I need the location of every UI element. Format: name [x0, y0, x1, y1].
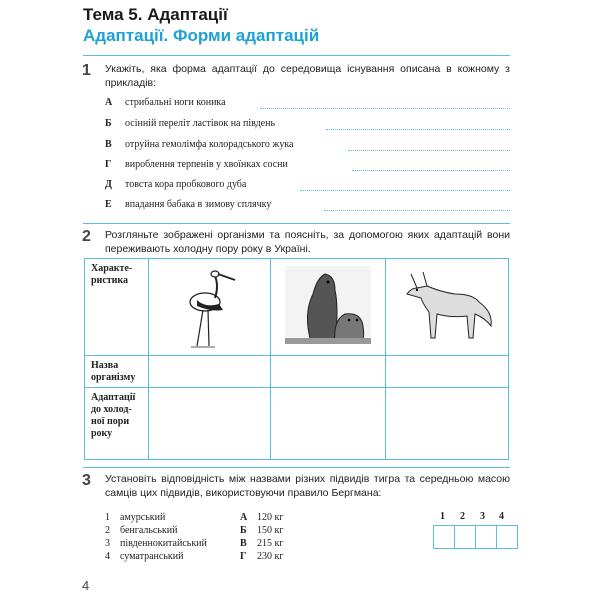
divider — [83, 55, 510, 56]
answer-col-number: 3 — [480, 511, 485, 522]
answer-line[interactable] — [300, 190, 510, 191]
option-text: осінній переліт ластівок на південь — [125, 118, 276, 129]
option-letter: В — [105, 139, 112, 150]
option-a — [105, 97, 226, 111]
answer-cell[interactable] — [434, 526, 455, 549]
answer-line[interactable] — [324, 210, 510, 211]
subspecies-num: 3 — [105, 538, 110, 549]
task-text: Установіть відповідність між назвами різних підвидів тигра та середньою масою самців цих підвидів, використовуючи правило Бергмана: — [105, 473, 510, 499]
answer-cell[interactable] — [455, 526, 476, 549]
name-cell[interactable] — [271, 356, 386, 388]
divider — [83, 467, 510, 468]
answer-cell[interactable] — [476, 526, 497, 549]
answer-cell[interactable] — [497, 526, 518, 549]
subspecies-num: 1 — [105, 512, 110, 523]
page-title: Адаптації. Форми адаптацій — [83, 26, 320, 45]
fox-icon — [397, 264, 497, 346]
adaptation-cell[interactable] — [271, 388, 386, 460]
name-cell[interactable] — [149, 356, 271, 388]
option-text: вироблення терпенів у хвоїнках сосни — [125, 159, 288, 170]
option-letter: Е — [105, 199, 112, 210]
option-letter: А — [105, 97, 113, 108]
page-number: 4 — [82, 578, 90, 593]
subspecies-name: південнокитайський — [120, 538, 207, 549]
stork-image — [149, 259, 271, 356]
answer-col-number: 4 — [499, 511, 504, 522]
option-b — [105, 118, 275, 132]
option-c — [105, 139, 293, 153]
row-label-name: Назва організму — [85, 356, 149, 388]
mass-value: 150 кг — [257, 525, 284, 536]
answer-col-number: 1 — [440, 511, 445, 522]
subspecies-name: амурський — [120, 512, 166, 523]
mass-value: 230 кг — [257, 551, 284, 562]
answer-col-number: 2 — [460, 511, 465, 522]
mass-value: 215 кг — [257, 538, 284, 549]
answer-grid — [433, 525, 518, 549]
subspecies-name: бенгальський — [120, 525, 178, 536]
organisms-table — [84, 258, 509, 460]
marmots-image — [271, 259, 386, 356]
adaptation-cell[interactable] — [386, 388, 509, 460]
mass-letter: Г — [240, 551, 247, 562]
answer-line[interactable] — [348, 150, 510, 151]
mass-letter: В — [240, 538, 247, 549]
subspecies-num: 4 — [105, 551, 110, 562]
adaptation-cell[interactable] — [149, 388, 271, 460]
mass-letter: А — [240, 512, 248, 523]
subspecies-num: 2 — [105, 525, 110, 536]
task-number: 2 — [82, 228, 91, 245]
task-text: Укажіть, яка форма адаптації до середовища існування описана в кожному з прикладів: — [105, 63, 510, 89]
stork-icon — [175, 260, 245, 350]
task-number: 3 — [82, 472, 91, 489]
row-label-characteristic: Характе-ристика — [85, 259, 149, 356]
option-text: впадання бабака в зимову сплячку — [125, 199, 272, 210]
marmot-icon — [283, 264, 373, 346]
divider — [83, 223, 510, 224]
option-text: товста кора пробкового дуба — [125, 179, 247, 190]
answer-line[interactable] — [352, 170, 510, 171]
subspecies-name: суматранський — [120, 551, 184, 562]
option-letter: Д — [105, 179, 112, 190]
answer-line[interactable] — [260, 108, 510, 109]
row-label-adaptations: Адаптації до холод-ної пори року — [85, 388, 149, 460]
option-letter: Б — [105, 118, 112, 129]
topic-heading: Тема 5. Адаптації — [83, 5, 228, 24]
task-number: 1 — [82, 62, 91, 79]
mass-value: 120 кг — [257, 512, 284, 523]
option-d — [105, 159, 288, 173]
fox-image — [386, 259, 509, 356]
name-cell[interactable] — [386, 356, 509, 388]
task-text: Розгляньте зображені організми та поясніть, за допомогою яких адаптацій вони переживають холодну пору року в Україні. — [105, 229, 510, 255]
option-letter: Г — [105, 159, 112, 170]
mass-letter: Б — [240, 525, 247, 536]
answer-line[interactable] — [326, 129, 510, 130]
option-f — [105, 199, 271, 213]
option-e — [105, 179, 246, 193]
option-text: отруйна гемолімфа колорадського жука — [125, 139, 294, 150]
option-text: стрибальні ноги коника — [125, 97, 226, 108]
